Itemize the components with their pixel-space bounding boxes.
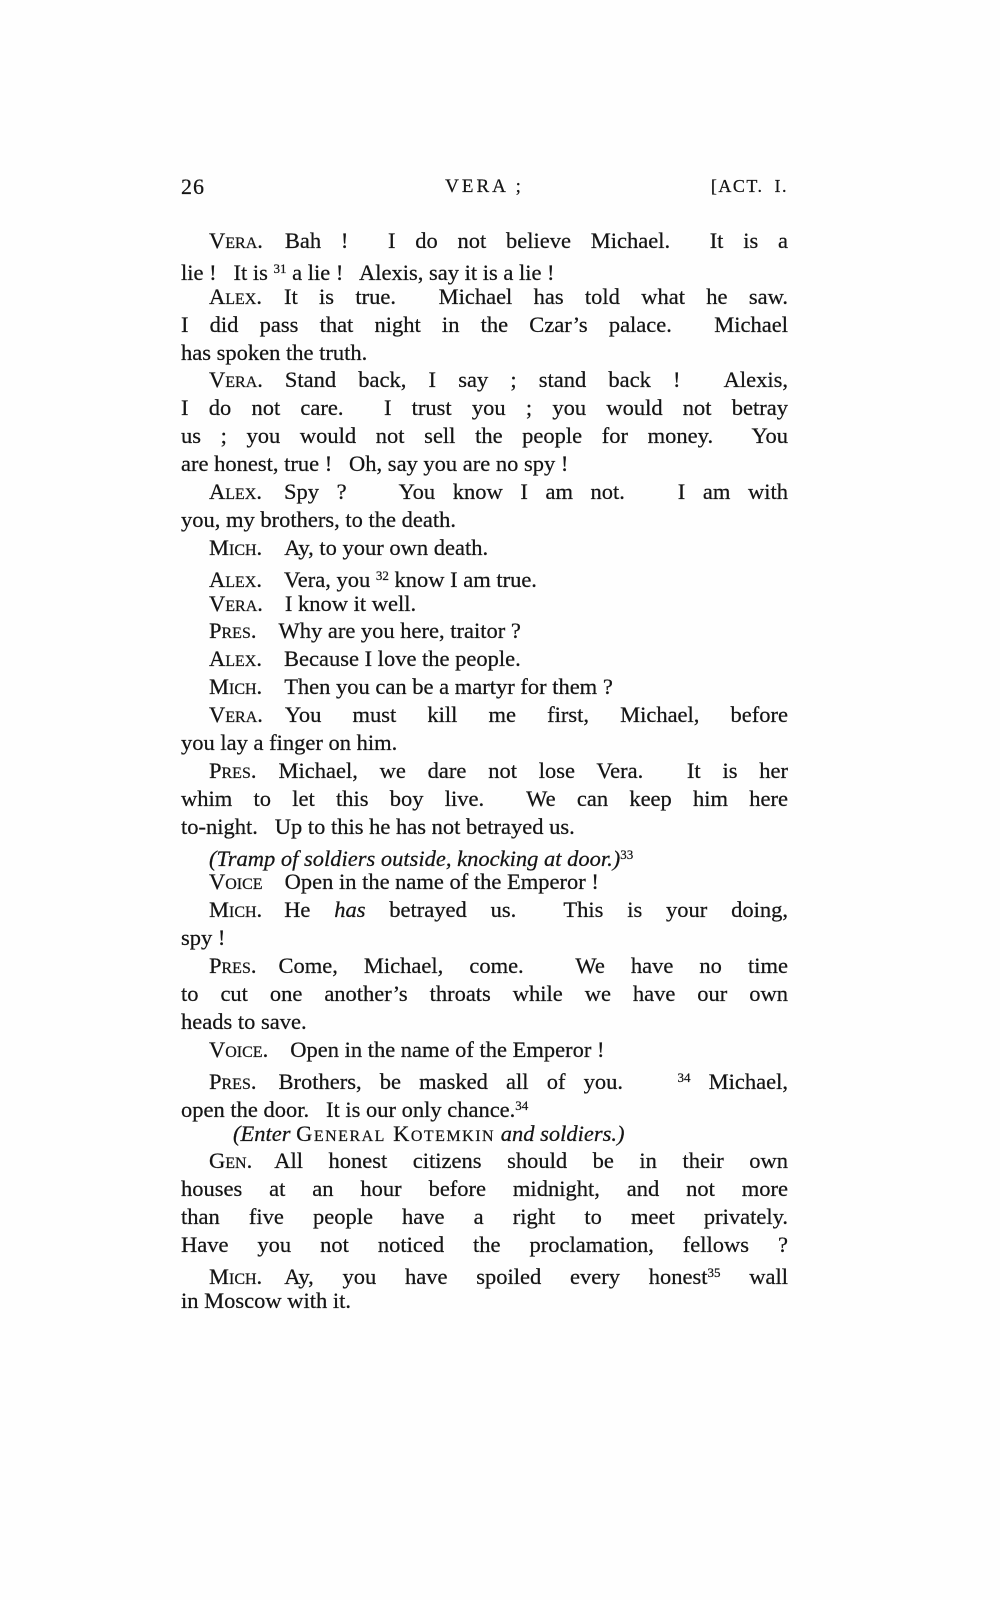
dialogue-text: I did pass that night in the Czar’s palace. Michael <box>181 311 788 337</box>
text-line <box>181 366 788 394</box>
text-line <box>181 980 788 1008</box>
text-line <box>181 841 788 869</box>
dialogue-text: Then you can be a martyr for them ? <box>284 674 613 700</box>
stage-direction: (Enter <box>233 1120 297 1146</box>
speaker-name: Pres. <box>209 1068 257 1094</box>
text-line <box>181 1092 788 1120</box>
speaker-name: Voice <box>209 869 263 895</box>
dialogue-text: Ay, you have spoiled every honest <box>284 1263 708 1289</box>
dialogue-text: Michael, we dare not lose Vera. It is her <box>278 757 788 783</box>
text-line <box>181 1287 788 1315</box>
text-line <box>181 1259 788 1287</box>
speaker-name: Mich. <box>209 534 263 560</box>
dialogue-text: He <box>284 897 335 923</box>
stage-direction: and soldiers.) <box>495 1120 625 1146</box>
dialogue-text: heads to save. <box>181 1008 307 1034</box>
speaker-name: Alex. <box>209 566 262 592</box>
text-line <box>181 617 788 645</box>
text-line <box>181 757 788 785</box>
dialogue-text: you, my brothers, to the death. <box>181 506 456 532</box>
dialogue-text: whim to let this boy live. We can keep him here <box>181 785 788 811</box>
text-line <box>181 450 788 478</box>
text-line <box>181 562 788 590</box>
text-line <box>181 1231 788 1259</box>
speaker-name: Pres. <box>209 618 257 644</box>
dialogue-text: I know it well. <box>284 590 417 616</box>
footnote-ref: 33 <box>620 846 634 862</box>
speaker-name: Vera. <box>209 590 263 616</box>
act-label: [ACT. I. <box>710 176 788 196</box>
footnote-ref: 34 <box>515 1097 529 1113</box>
text-line <box>181 227 788 255</box>
footnote-ref: 34 <box>677 1069 691 1085</box>
play-text <box>181 227 788 1315</box>
text-line <box>181 1147 788 1175</box>
text-line <box>181 283 788 311</box>
speaker-name: Voice. <box>209 1036 269 1062</box>
text-line <box>181 701 788 729</box>
page-title: VERA ; <box>445 176 524 197</box>
dialogue-text: Come, Michael, come. We have no time <box>278 953 788 979</box>
stage-direction: has <box>334 897 366 923</box>
speaker-name: Mich. <box>209 897 263 923</box>
text-line <box>181 311 788 339</box>
text-line <box>181 673 788 701</box>
character-name: General Kotemkin <box>296 1120 496 1146</box>
speaker-name: Alex. <box>209 283 262 309</box>
dialogue-text: are honest, true ! Oh, say you are no spy ! <box>181 451 569 477</box>
text-line <box>181 534 788 562</box>
dialogue-text: a lie ! Alexis, say it is a lie ! <box>286 259 555 285</box>
text-line <box>181 813 788 841</box>
dialogue-text: betrayed us. This is your doing, <box>365 897 788 923</box>
dialogue-text: open the door. It is our only chance. <box>181 1096 516 1122</box>
text-line <box>181 1064 788 1092</box>
speaker-name: Pres. <box>209 757 257 783</box>
dialogue-text: Open in the name of the Emperor ! <box>290 1036 605 1062</box>
text-line <box>181 1203 788 1231</box>
text-line <box>181 924 788 952</box>
dialogue-text: in Moscow with it. <box>181 1287 352 1313</box>
speaker-name: Mich. <box>209 1263 263 1289</box>
footnote-ref: 31 <box>273 260 287 276</box>
dialogue-text: Stand back, I say ; stand back ! Alexis, <box>284 367 788 393</box>
dialogue-text: houses at an hour before midnight, and not more <box>181 1176 788 1202</box>
speaker-name: Alex. <box>209 479 262 505</box>
text-line <box>181 255 788 283</box>
text-line <box>181 729 788 757</box>
text-line <box>181 1120 788 1148</box>
dialogue-text: us ; you would not sell the people for money. You <box>181 423 788 449</box>
dialogue-text: know I am true. <box>388 566 537 592</box>
text-line <box>181 1008 788 1036</box>
dialogue-text: All honest citizens should be in their own <box>274 1148 788 1174</box>
dialogue-text: Michael, <box>690 1068 789 1094</box>
text-line <box>181 896 788 924</box>
text-line <box>181 394 788 422</box>
dialogue-text: than five people have a right to meet privately. <box>181 1204 788 1230</box>
dialogue-text: Brothers, be masked all of you. <box>278 1068 678 1094</box>
dialogue-text: Spy ? You know I am not. I am with <box>283 479 788 505</box>
text-line <box>181 590 788 618</box>
dialogue-text: Open in the name of the Emperor ! <box>284 869 599 895</box>
dialogue-text: to cut one another’s throats while we have our own <box>181 981 788 1007</box>
speaker-name: Alex. <box>209 646 262 672</box>
dialogue-text: Because I love the people. <box>283 646 521 672</box>
text-line <box>181 478 788 506</box>
text-line <box>181 952 788 980</box>
dialogue-text: Vera, you <box>283 566 376 592</box>
text-line <box>181 645 788 673</box>
dialogue-text: has spoken the truth. <box>181 339 368 365</box>
text-line <box>181 339 788 367</box>
dialogue-text: wall <box>720 1263 788 1289</box>
dialogue-text: you lay a finger on him. <box>181 730 398 756</box>
speaker-name: Mich. <box>209 674 263 700</box>
footnote-ref: 35 <box>707 1264 721 1280</box>
footnote-ref: 32 <box>375 567 389 583</box>
dialogue-text: lie ! It is <box>181 259 274 285</box>
dialogue-text: Have you not noticed the proclamation, fellows ? <box>181 1232 788 1258</box>
dialogue-text: It is true. Michael has told what he saw. <box>283 283 788 309</box>
running-header <box>181 174 788 198</box>
text-line <box>181 868 788 896</box>
dialogue-text: Bah ! I do not believe Michael. It is a <box>284 228 788 253</box>
dialogue-text: to-night. Up to this he has not betrayed us. <box>181 813 575 839</box>
dialogue-text: Ay, to your own death. <box>284 534 489 560</box>
stage-direction: (Tramp of soldiers outside, knocking at door.) <box>209 845 621 871</box>
text-line <box>181 1036 788 1064</box>
dialogue-text: I do not care. I trust you ; you would not betray <box>181 395 788 421</box>
speaker-name: Gen. <box>209 1148 253 1174</box>
text-line <box>181 1175 788 1203</box>
speaker-name: Pres. <box>209 953 257 979</box>
text-line <box>181 785 788 813</box>
speaker-name: Vera. <box>209 367 263 393</box>
dialogue-text: Why are you here, traitor ? <box>278 618 521 644</box>
text-line <box>181 422 788 450</box>
dialogue-text: You must kill me first, Michael, before <box>284 702 788 728</box>
speaker-name: Vera. <box>209 702 263 728</box>
text-line <box>181 506 788 534</box>
page-number: 26 <box>181 174 205 199</box>
dialogue-text: spy ! <box>181 925 226 951</box>
speaker-name: Vera. <box>209 228 263 253</box>
